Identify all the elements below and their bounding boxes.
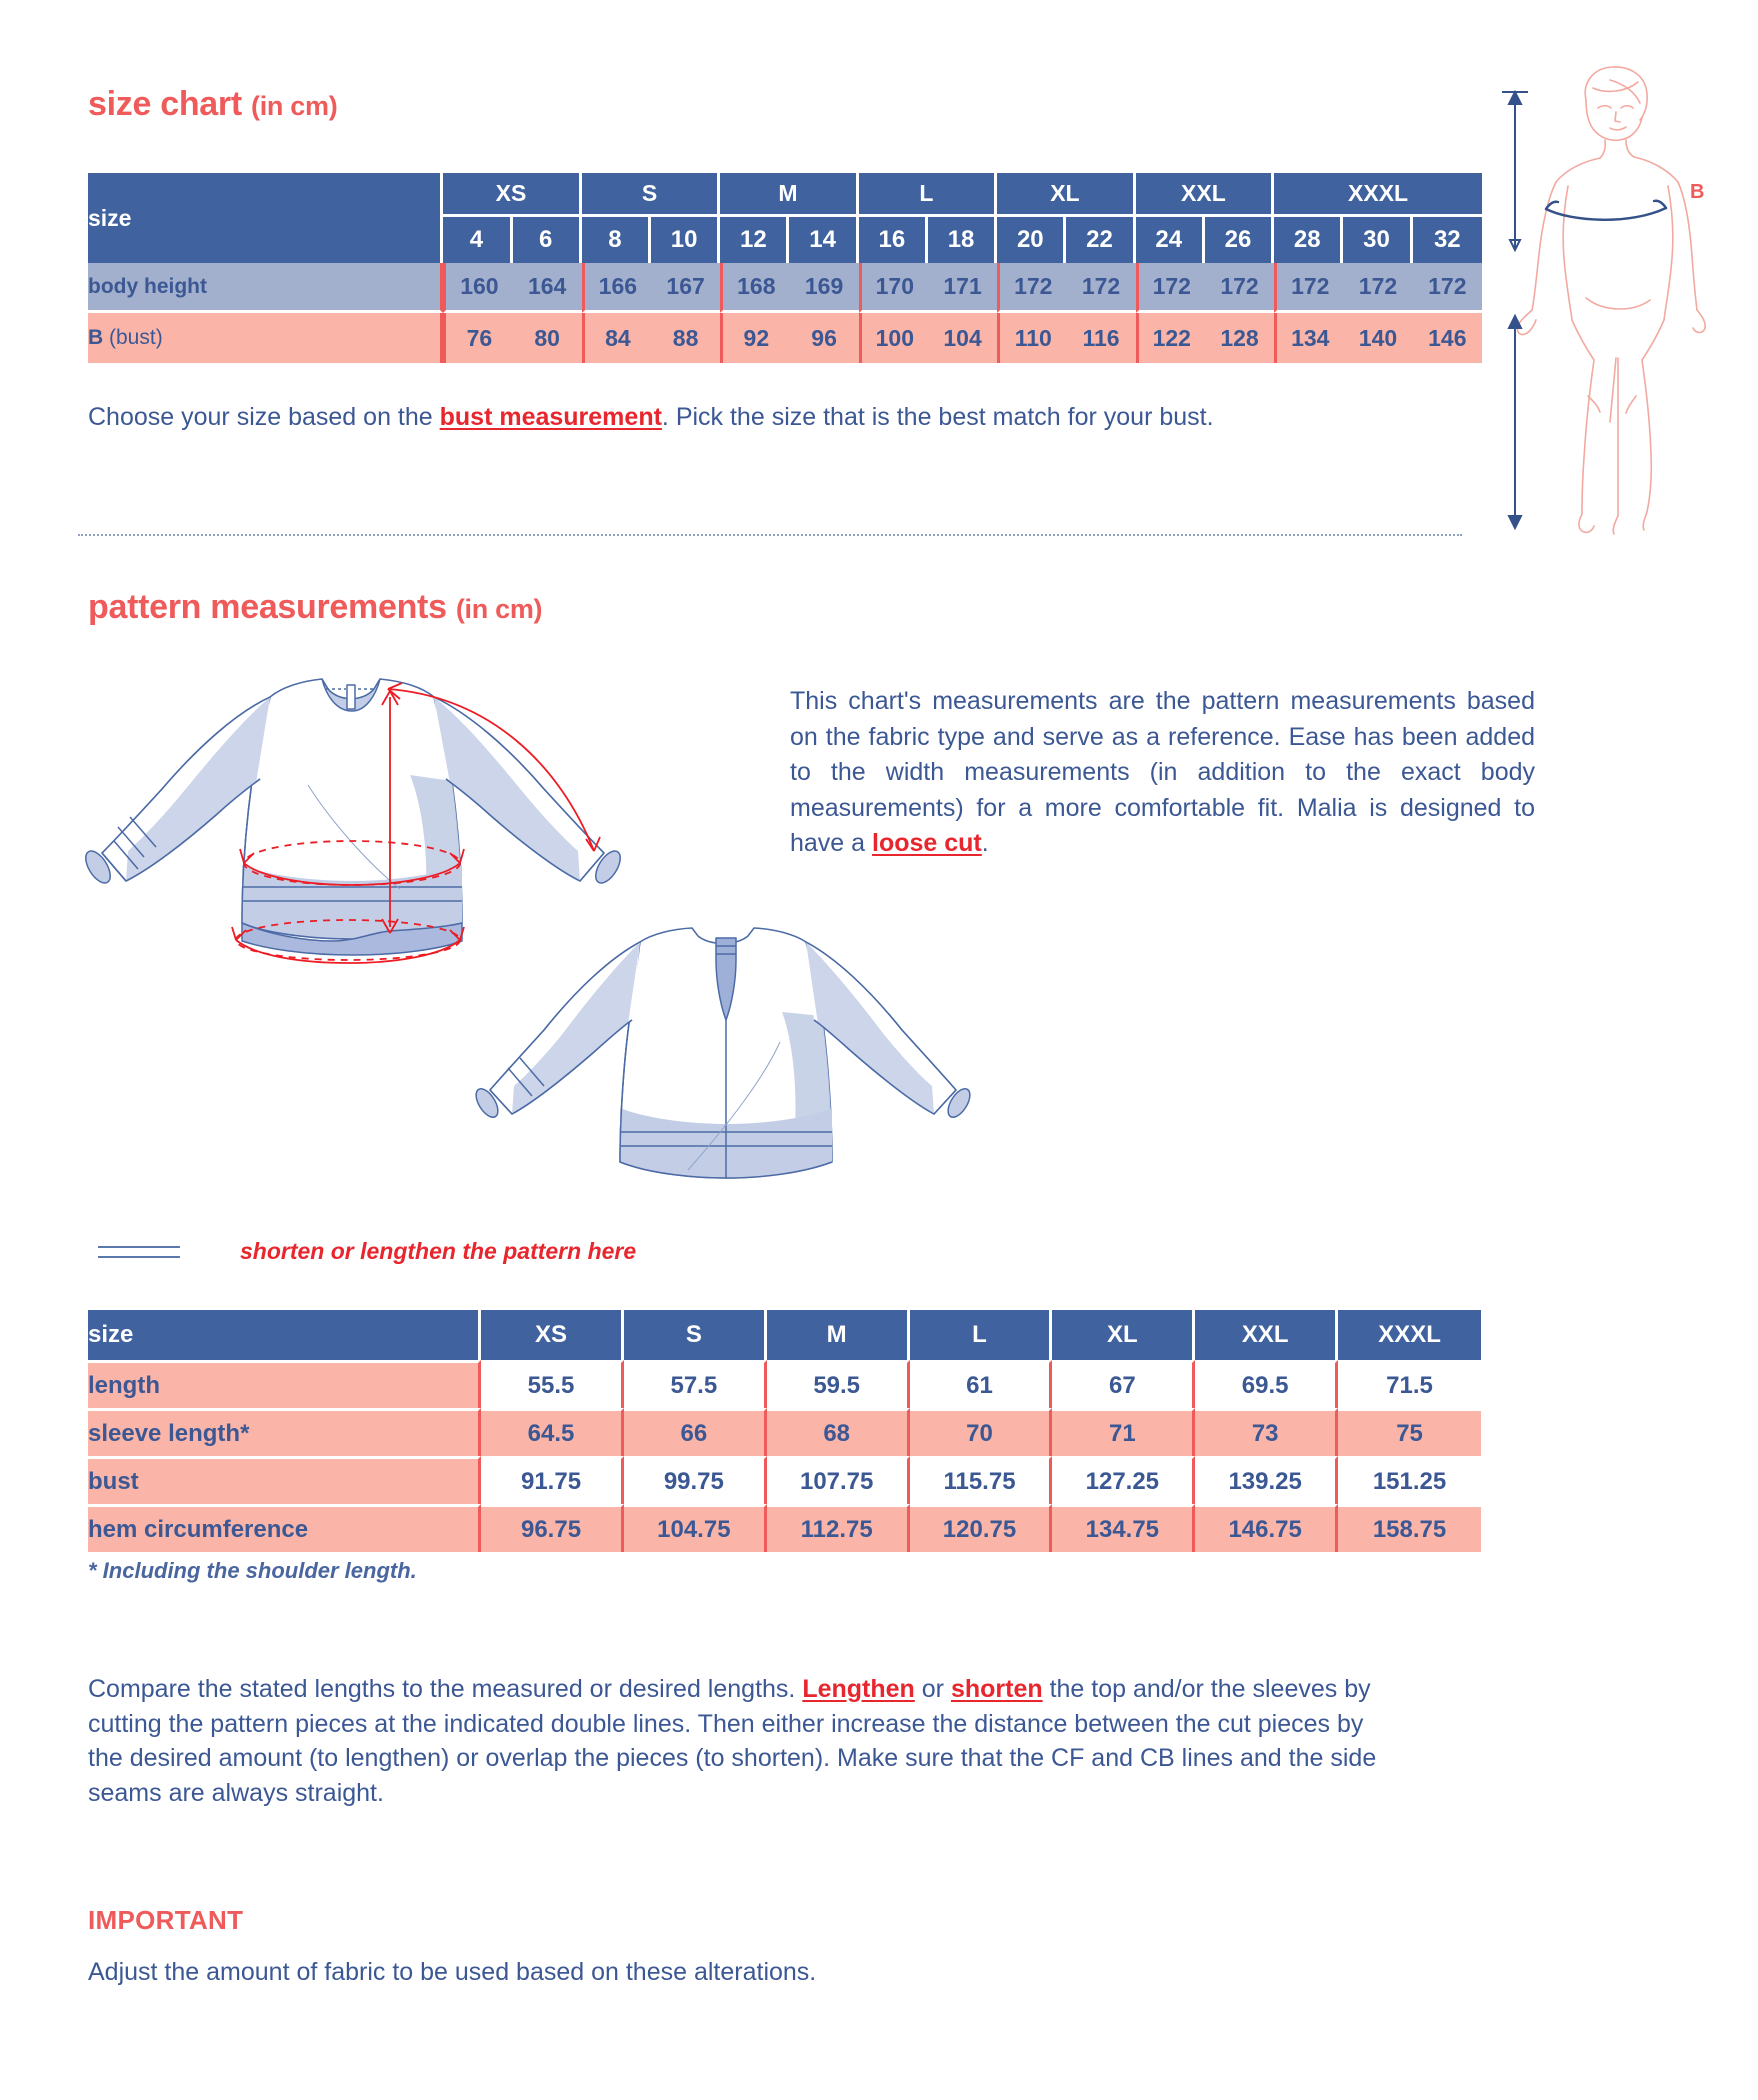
size-number-12: 12 [720,217,789,263]
pattern-measurements-title [88,588,542,627]
table-row [88,263,1482,313]
row-label-text: (bust) [103,326,163,349]
table-cell: 100 [859,313,928,363]
table-cell: 104.75 [624,1504,767,1552]
loose-cut-highlight: loose cut [872,829,982,857]
size-group-xs: XS [443,173,581,217]
size-header-row-groups [88,173,1482,217]
size-group-xl: XL [997,173,1135,217]
table-cell: 107.75 [767,1456,910,1504]
table-cell: 128 [1205,313,1274,363]
table-cell: 68 [767,1408,910,1456]
table-cell: 96.75 [481,1504,624,1552]
size-group-xxl: XXL [1136,173,1274,217]
table-cell: 116 [1066,313,1135,363]
size-group-s: S [582,173,720,217]
table-cell: 139.25 [1195,1456,1338,1504]
size-number-4: 4 [443,217,512,263]
size-chart-table [88,173,1482,363]
table-cell: 59.5 [767,1360,910,1408]
size-group-xxxl: XXXL [1274,173,1482,217]
table-cell: 146 [1413,313,1482,363]
important-text: Adjust the amount of fabric to be used based on these alterations. [88,1958,817,1986]
size-chart-title [88,85,337,124]
table-cell: 112.75 [767,1504,910,1552]
table-row [88,313,1482,363]
table-cell: 92 [720,313,789,363]
table-row [88,1360,1481,1408]
size-header-label: size [88,173,443,263]
table-cell: 91.75 [481,1456,624,1504]
size-number-28: 28 [1274,217,1343,263]
table-cell: 127.25 [1052,1456,1195,1504]
compare-part2: the top and/or the sleeves by cutting the pattern pieces at the indicated double lines. Then either increase the distance between the cut pieces by the desired amount (to lengthen) or overlap the pieces (to shorten). Make sure that the CF and CB lines and the side seams are always straight. [88,1675,1377,1807]
table-cell: 172 [1274,263,1343,313]
pattern-row-label: hem circumference [88,1504,481,1552]
pattern-column-xxxl: XXXL [1338,1310,1481,1360]
size-note-before: Choose your size based on the [88,403,440,431]
pattern-row-label: length [88,1360,481,1408]
compare-mid: or [914,1675,951,1703]
size-chart-note [88,400,1468,435]
table-cell: 71 [1052,1408,1195,1456]
pattern-column-xxl: XXL [1195,1310,1338,1360]
table-cell: 73 [1195,1408,1338,1456]
garment-back-illustration [470,920,1030,1225]
table-cell: 104 [928,313,997,363]
table-row [88,1408,1481,1456]
table-cell: 146.75 [1195,1504,1338,1552]
row-label [88,313,443,363]
legend-label: shorten or lengthen the pattern here [240,1238,637,1264]
size-chart-title-main: size chart [88,85,242,123]
table-cell: 167 [651,263,720,313]
table-cell: 134 [1274,313,1343,363]
table-cell: 172 [1066,263,1135,313]
pattern-column-m: M [767,1310,910,1360]
size-number-6: 6 [513,217,582,263]
table-cell: 172 [1205,263,1274,313]
pattern-title-main: pattern measurements [88,588,447,626]
table-cell: 76 [443,313,512,363]
size-number-18: 18 [928,217,997,263]
compare-instructions [88,1672,1388,1810]
size-number-20: 20 [997,217,1066,263]
size-number-22: 22 [1066,217,1135,263]
pattern-row-label: bust [88,1456,481,1504]
table-cell: 84 [582,313,651,363]
desc-part1: This chart's measurements are the pattern measurements based on the fabric type and serve as a reference. Ease has been added to the width measurements (in addition to the exact body measurements) for a more comfortable fit. Malia is designed to have a [790,687,1535,857]
table-cell: 115.75 [910,1456,1053,1504]
table-cell: 172 [1343,263,1412,313]
table-cell: 61 [910,1360,1053,1408]
desc-part2: . [981,829,989,857]
table-cell: 55.5 [481,1360,624,1408]
table-cell: 171 [928,263,997,313]
size-note-after: . Pick the size that is the best match for your bust. [661,403,1214,431]
pattern-column-l: L [910,1310,1053,1360]
table-row [88,1504,1481,1552]
compare-part1: Compare the stated lengths to the measured or desired lengths. [88,1675,803,1703]
pattern-measurements-description [790,684,1535,862]
table-cell: 67 [1052,1360,1195,1408]
table-cell: 170 [859,263,928,313]
table-cell: 66 [624,1408,767,1456]
size-number-10: 10 [651,217,720,263]
table-cell: 172 [997,263,1066,313]
pattern-column-xs: XS [481,1310,624,1360]
size-number-8: 8 [582,217,651,263]
size-number-26: 26 [1205,217,1274,263]
table-cell: 166 [582,263,651,313]
size-number-24: 24 [1136,217,1205,263]
section-divider [78,534,1462,536]
important-heading: IMPORTANT [88,1905,244,1935]
table-cell: 164 [513,263,582,313]
shorten-highlight: shorten [950,1675,1043,1703]
table-cell: 120.75 [910,1504,1053,1552]
table-footnote: * Including the shoulder length. [88,1558,417,1583]
size-group-l: L [859,173,997,217]
pattern-column-xl: XL [1052,1310,1195,1360]
body-measurement-figure [1490,58,1758,543]
bust-line-label: B [1690,181,1705,203]
table-cell: 160 [443,263,512,313]
lengthen-shorten-legend [98,1238,636,1265]
table-row [88,1456,1481,1504]
table-cell: 134.75 [1052,1504,1195,1552]
table-cell: 75 [1338,1408,1481,1456]
table-cell: 172 [1136,263,1205,313]
table-cell: 69.5 [1195,1360,1338,1408]
table-cell: 140 [1343,313,1412,363]
table-cell: 168 [720,263,789,313]
size-number-16: 16 [859,217,928,263]
table-cell: 122 [1136,313,1205,363]
table-cell: 172 [1413,263,1482,313]
table-cell: 169 [789,263,858,313]
table-cell: 99.75 [624,1456,767,1504]
row-label-bold: B [88,326,104,349]
table-cell: 158.75 [1338,1504,1481,1552]
pattern-header-row [88,1310,1481,1360]
size-number-30: 30 [1343,217,1412,263]
bust-measurement-highlight: bust measurement [439,403,662,431]
size-group-m: M [720,173,858,217]
size-number-32: 32 [1413,217,1482,263]
table-cell: 80 [513,313,582,363]
table-cell: 88 [651,313,720,363]
pattern-measurements-table [88,1310,1481,1552]
pattern-size-label: size [88,1310,481,1360]
double-line-icon [98,1246,180,1258]
size-number-14: 14 [789,217,858,263]
table-cell: 70 [910,1408,1053,1456]
size-chart-title-unit: (in cm) [251,91,338,121]
table-cell: 96 [789,313,858,363]
pattern-title-unit: (in cm) [455,594,543,624]
table-cell: 64.5 [481,1408,624,1456]
table-cell: 71.5 [1338,1360,1481,1408]
pattern-column-s: S [624,1310,767,1360]
table-cell: 151.25 [1338,1456,1481,1504]
table-cell: 110 [997,313,1066,363]
pattern-row-label: sleeve length* [88,1408,481,1456]
table-cell: 57.5 [624,1360,767,1408]
lengthen-highlight: Lengthen [802,1675,915,1703]
row-label: body height [88,263,443,313]
